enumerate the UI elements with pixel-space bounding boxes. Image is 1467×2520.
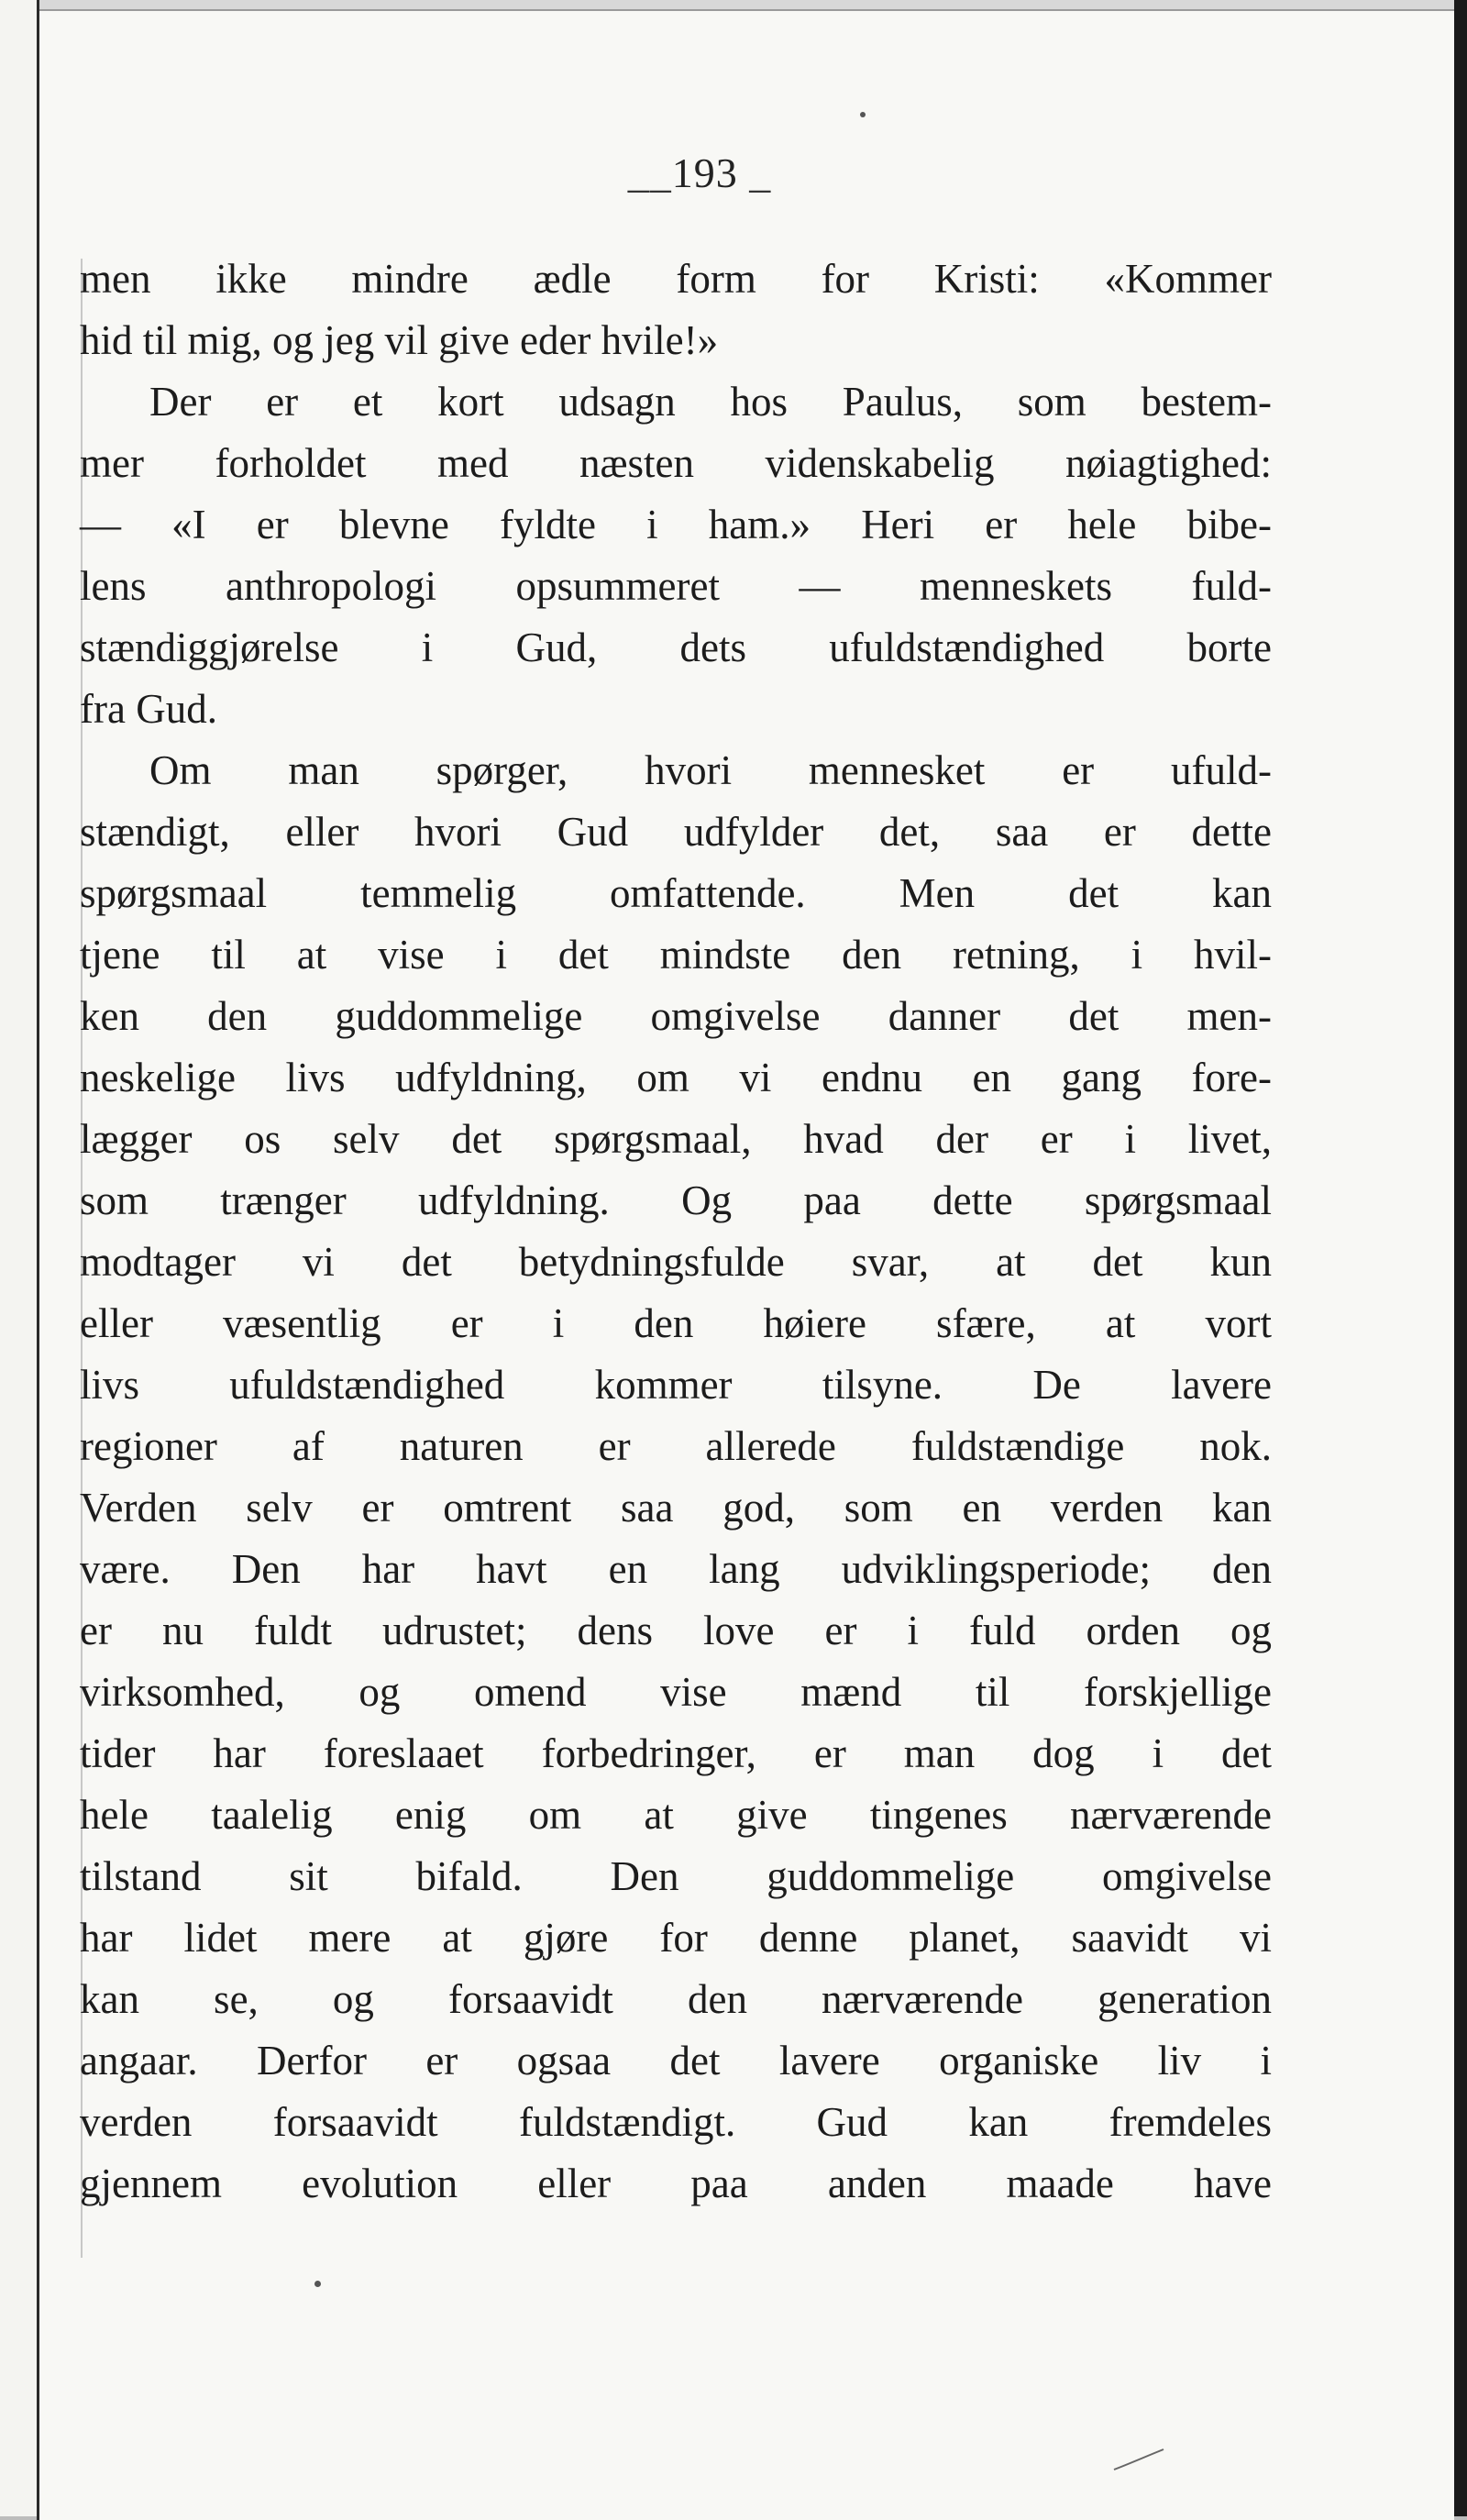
text-line: — «I er blevne fyldte i ham.» Heri er hele bibe-: [80, 502, 1272, 547]
text-line: regioner af naturen er allerede fuldstændige nok.: [80, 1423, 1272, 1469]
text-line: som trænger udfyldning. Og paa dette spørgsmaal: [80, 1177, 1272, 1223]
text-line: Om man spørger, hvori mennesket er ufuld-: [149, 747, 1272, 793]
text-line: hele taalelig enig om at give tingenes nærværende: [80, 1792, 1272, 1838]
text-line: lægger os selv det spørgsmaal, hvad der er i livet,: [80, 1116, 1272, 1162]
text-line: fra Gud.: [80, 686, 217, 732]
text-line: men ikke mindre ædle form for Kristi: «Kommer: [80, 256, 1272, 302]
text-line: neskelige livs udfyldning, om vi endnu en gang fore-: [80, 1055, 1272, 1100]
text-line: hid til mig, og jeg vil give eder hvile!»: [80, 317, 719, 363]
text-line: være. Den har havt en lang udviklingsperiode; den: [80, 1546, 1272, 1592]
text-line: stændigt, eller hvori Gud udfylder det, saa er dette: [80, 809, 1272, 855]
paper-speck: [314, 2281, 321, 2287]
text-line: Verden selv er omtrent saa god, som en verden kan: [80, 1485, 1272, 1531]
text-line: kan se, og forsaavidt den nærværende generation: [80, 1976, 1272, 2022]
text-line: har lidet mere at gjøre for denne planet, saavidt vi: [80, 1915, 1272, 1961]
text-line: mer forholdet med næsten videnskabelig nøiagtighed:: [80, 440, 1272, 486]
book-page: [39, 11, 1454, 2520]
text-line: tider har foreslaaet forbedringer, er man dog i det: [80, 1730, 1272, 1776]
page-number: [626, 149, 773, 197]
text-line: lens anthropologi opsummeret — menneskets fuld-: [80, 563, 1272, 609]
text-line: Der er et kort udsagn hos Paulus, som bestem-: [149, 379, 1272, 425]
text-line: ken den guddommelige omgivelse danner det men-: [80, 993, 1272, 1039]
pencil-mark: [1112, 2446, 1167, 2473]
text-line: modtager vi det betydningsfulde svar, at det kun: [80, 1239, 1272, 1285]
text-line: livs ufuldstændighed kommer tilsyne. De lavere: [80, 1362, 1272, 1408]
paper-speck: [860, 112, 866, 117]
text-line: eller væsentlig er i den høiere sfære, at vort: [80, 1300, 1272, 1346]
text-line: spørgsmaal temmelig omfattende. Men det kan: [80, 870, 1272, 916]
text-line: angaar. Derfor er ogsaa det lavere organiske liv i: [80, 2038, 1272, 2083]
text-line: gjennem evolution eller paa anden maade have: [80, 2161, 1272, 2206]
page-number-suffix: _: [749, 149, 772, 196]
scan-top-edge: [37, 0, 1467, 11]
page-number-value: 193: [671, 149, 738, 196]
page-number-prefix: __: [627, 149, 672, 196]
text-line: stændiggjørelse i Gud, dets ufuldstændighed borte: [80, 624, 1272, 670]
scan-right-edge: [1454, 0, 1467, 2520]
text-line: tjene til at vise i det mindste den retning, i hvil-: [80, 932, 1272, 978]
text-line: virksomhed, og omend vise mænd til forskjellige: [80, 1669, 1272, 1715]
text-line: verden forsaavidt fuldstændigt. Gud kan fremdeles: [80, 2099, 1272, 2145]
scan-left-edge: [37, 0, 39, 2520]
text-line: er nu fuldt udrustet; dens love er i fuld orden og: [80, 1608, 1272, 1653]
text-line: tilstand sit bifald. Den guddommelige omgivelse: [80, 1853, 1272, 1899]
